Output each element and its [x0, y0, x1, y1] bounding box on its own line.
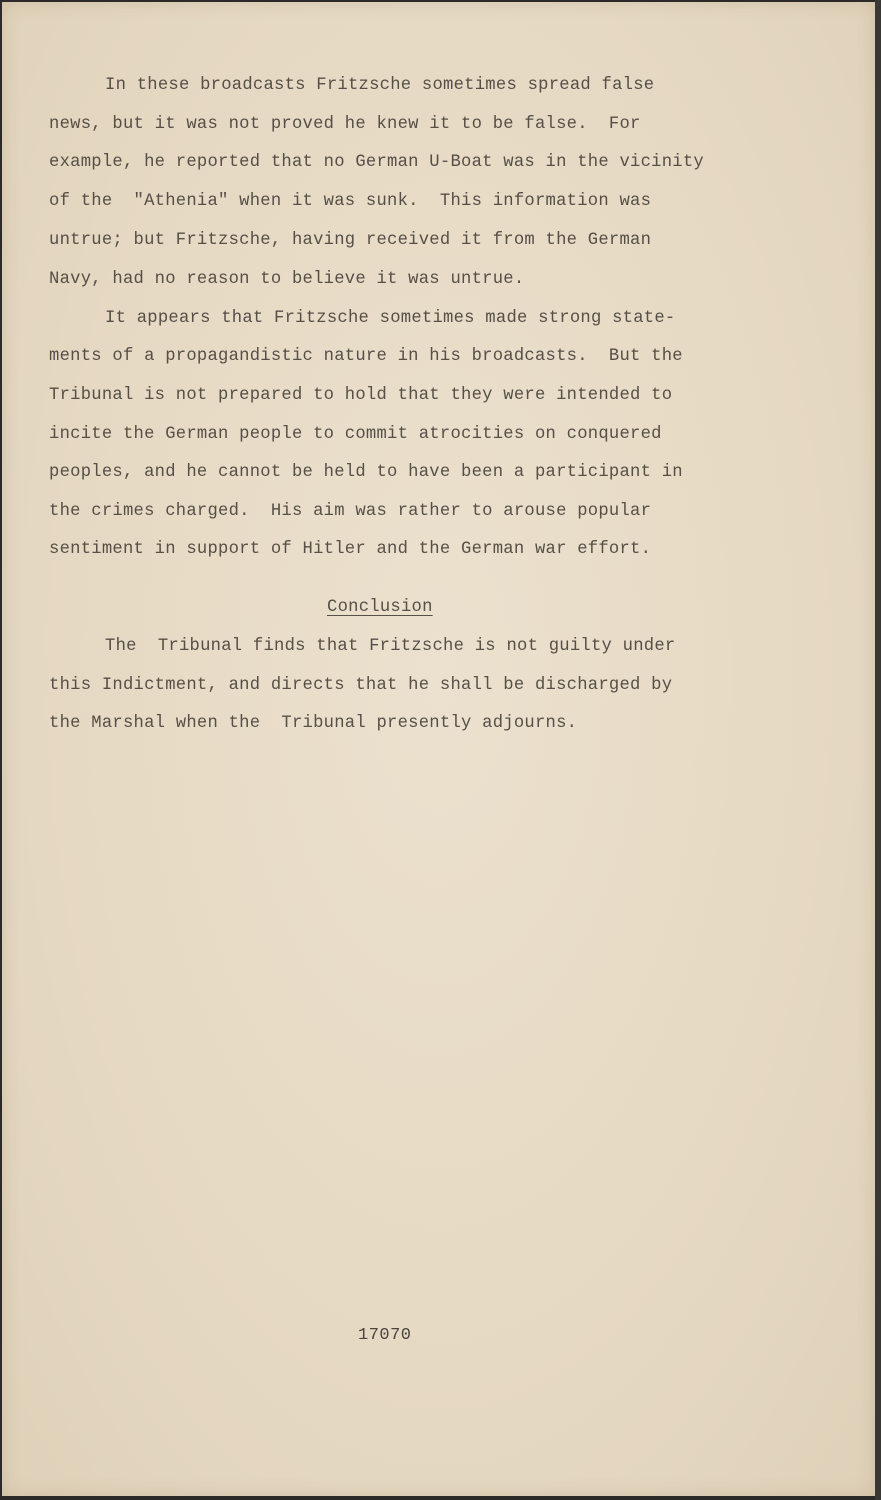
conclusion-heading: Conclusion [327, 598, 433, 617]
paragraph-1-line-3: example, he reported that no German U-Boat was in the vicinity [49, 153, 704, 172]
paragraph-2-line-3: Tribunal is not prepared to hold that they were intended to [49, 386, 673, 405]
paragraph-2-line-5: peoples, and he cannot be held to have been a participant in [49, 463, 683, 482]
conclusion-line-2: this Indictment, and directs that he shall be discharged by [49, 676, 673, 695]
document-page [2, 2, 875, 1496]
paragraph-1-line-2: news, but it was not proved he knew it to be false. For [49, 115, 641, 134]
paragraph-2-line-6: the crimes charged. His aim was rather to arouse popular [49, 502, 652, 521]
page-number: 17070 [358, 1326, 412, 1345]
paragraph-2-line-2: ments of a propagandistic nature in his broadcasts. But the [49, 347, 683, 366]
paragraph-2-line-1: It appears that Fritzsche sometimes made strong state- [105, 309, 676, 328]
paragraph-1-line-6: Navy, had no reason to believe it was untrue. [49, 270, 525, 289]
paragraph-1-line-1: In these broadcasts Fritzsche sometimes spread false [105, 76, 655, 95]
paragraph-2-line-4: incite the German people to commit atrocities on conquered [49, 425, 662, 444]
page-edge-shadow [875, 0, 881, 1500]
paragraph-2-line-7: sentiment in support of Hitler and the German war effort. [49, 540, 652, 559]
paragraph-1-line-5: untrue; but Fritzsche, having received it from the German [49, 231, 652, 250]
paragraph-1-line-4: of the "Athenia" when it was sunk. This information was [49, 192, 652, 211]
conclusion-line-1: The Tribunal finds that Fritzsche is not guilty under [105, 637, 676, 656]
conclusion-line-3: the Marshal when the Tribunal presently adjourns. [49, 714, 578, 733]
